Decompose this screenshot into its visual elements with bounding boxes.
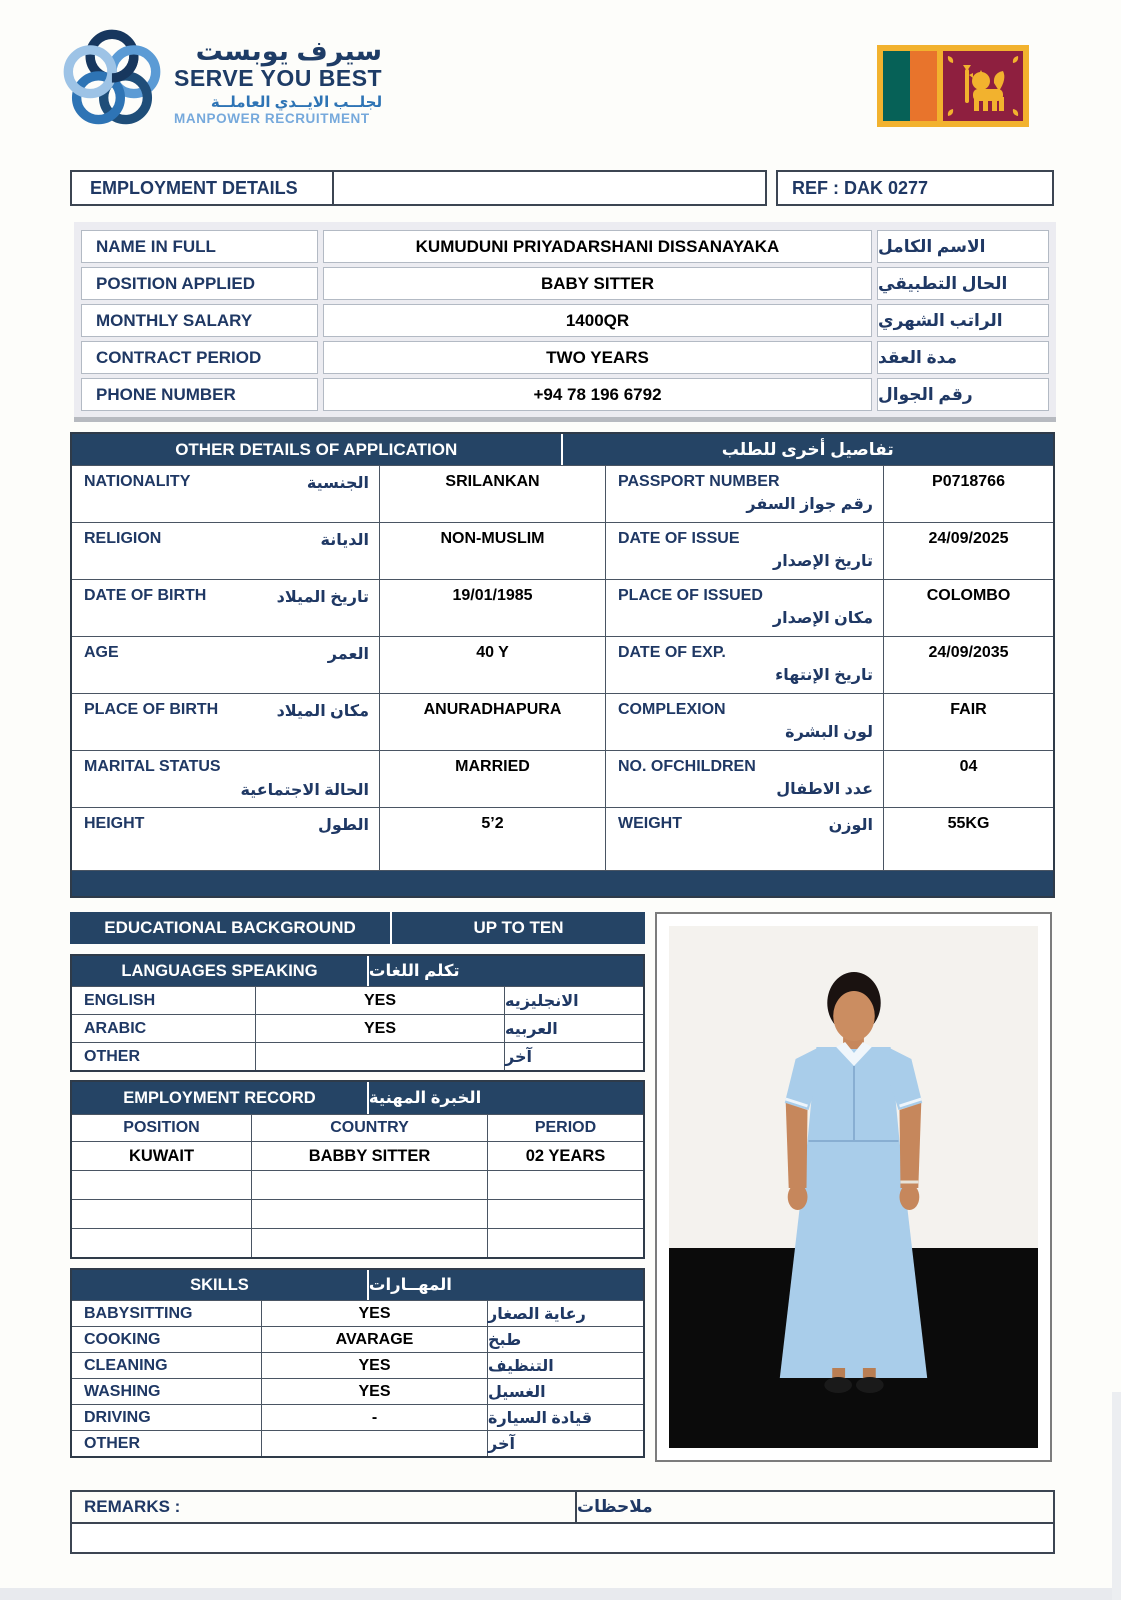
field-label-arabic: الطول bbox=[318, 817, 369, 834]
column-header-row bbox=[72, 1114, 643, 1141]
field-value: YES bbox=[256, 1015, 505, 1042]
field-value: COLOMBO bbox=[926, 587, 1011, 604]
educational-background-bar bbox=[70, 912, 645, 944]
table-row bbox=[72, 465, 1053, 522]
field-label: NO. OFCHILDREN bbox=[618, 758, 756, 775]
cell-period: 02 YEARS bbox=[525, 1146, 606, 1165]
remarks-header-row bbox=[70, 1490, 1055, 1522]
field-label: COMPLEXION bbox=[618, 701, 726, 718]
scan-edge-right bbox=[1112, 1392, 1121, 1600]
field-label: WEIGHT bbox=[618, 815, 682, 832]
field-value: 5’2 bbox=[380, 808, 606, 870]
field-label: DATE OF BIRTH bbox=[84, 587, 207, 604]
field-value: BABY SITTER bbox=[323, 267, 872, 300]
table-row bbox=[72, 1430, 643, 1456]
agency-logo bbox=[60, 22, 410, 140]
field-value: 40 Y bbox=[380, 637, 606, 693]
section-header bbox=[72, 434, 1053, 465]
field-label: DATE OF EXP. bbox=[618, 644, 726, 661]
field-value: NON-MUSLIM bbox=[380, 523, 606, 579]
section-header bbox=[72, 1270, 643, 1300]
field-label: MARITAL STATUS bbox=[84, 758, 221, 775]
cell-country: BABBY SITTER bbox=[252, 1142, 488, 1170]
field-value: YES bbox=[262, 1301, 488, 1326]
field-label-arabic: الانجليزيه bbox=[505, 992, 579, 1010]
section-header bbox=[72, 1082, 643, 1114]
section-footer-band bbox=[72, 870, 1053, 896]
table-row bbox=[81, 267, 1049, 300]
section-title-arabic: الخبرة المهنية bbox=[368, 1089, 482, 1107]
skills-table bbox=[70, 1268, 645, 1458]
field-value: P0718766 bbox=[932, 473, 1005, 490]
cell-country bbox=[252, 1200, 488, 1228]
table-row bbox=[81, 341, 1049, 374]
field-label: PASSPORT NUMBER bbox=[618, 473, 780, 490]
field-label: ENGLISH bbox=[72, 987, 256, 1014]
field-value bbox=[256, 1043, 505, 1070]
field-value: FAIR bbox=[950, 701, 987, 718]
field-label-arabic: آخر bbox=[488, 1435, 515, 1453]
field-label-arabic: لون البشرة bbox=[785, 724, 873, 741]
title-bar bbox=[70, 170, 1054, 206]
field-label-arabic: الراتب الشهري bbox=[877, 304, 1049, 337]
field-value: 24/09/2035 bbox=[928, 644, 1009, 661]
field-label-arabic: تاريخ الميلاد bbox=[276, 589, 369, 606]
field-value bbox=[262, 1431, 488, 1456]
field-label: COOKING bbox=[72, 1327, 262, 1352]
field-label: NAME IN FULL bbox=[81, 230, 318, 263]
field-value: TWO YEARS bbox=[323, 341, 872, 374]
table-row bbox=[72, 1404, 643, 1430]
table-row bbox=[72, 579, 1053, 636]
cell-period bbox=[488, 1200, 643, 1228]
table-row bbox=[72, 1352, 643, 1378]
sri-lanka-flag bbox=[877, 45, 1029, 127]
education-level: UP TO TEN bbox=[473, 918, 564, 937]
logo-english-tagline: MANPOWER RECRUITMENT bbox=[174, 111, 370, 127]
column-header: PERIOD bbox=[534, 1119, 597, 1136]
field-value: 55KG bbox=[947, 815, 990, 832]
field-label: DRIVING bbox=[72, 1405, 262, 1430]
cell-country bbox=[252, 1171, 488, 1199]
field-value: - bbox=[262, 1405, 488, 1430]
page-title: EMPLOYMENT DETAILS bbox=[70, 170, 332, 206]
field-label: WASHING bbox=[72, 1379, 262, 1404]
field-label-arabic: الحالة الاجتماعية bbox=[240, 782, 369, 799]
cell-position bbox=[72, 1229, 252, 1257]
field-label: DATE OF ISSUE bbox=[618, 530, 740, 547]
section-title-arabic: تفاصيل أخرى للطلب bbox=[721, 439, 894, 459]
field-label: PLACE OF BIRTH bbox=[84, 701, 219, 718]
cell-position: KUWAIT bbox=[72, 1142, 252, 1170]
remarks-label: REMARKS : bbox=[72, 1492, 577, 1522]
field-label-arabic: رعاية الصغار bbox=[488, 1305, 586, 1323]
field-value: +94 78 196 6792 bbox=[323, 378, 872, 411]
field-value: MARRIED bbox=[380, 751, 606, 807]
field-label-arabic: تاريخ الإنتهاء bbox=[775, 667, 873, 684]
table-row bbox=[72, 693, 1053, 750]
section-header bbox=[72, 956, 643, 986]
field-label-arabic: تاريخ الإصدار bbox=[772, 553, 873, 570]
logo-knot-icon bbox=[60, 27, 164, 136]
column-header: COUNTRY bbox=[252, 1115, 488, 1141]
section-title: OTHER DETAILS OF APPLICATION bbox=[72, 434, 563, 465]
field-value: ANURADHAPURA bbox=[380, 694, 606, 750]
field-label: MONTHLY SALARY bbox=[81, 304, 318, 337]
field-value: YES bbox=[262, 1379, 488, 1404]
field-label: POSITION APPLIED bbox=[81, 267, 318, 300]
field-label-arabic: آخر bbox=[505, 1048, 532, 1066]
section-title: EMPLOYMENT RECORD bbox=[72, 1082, 369, 1114]
other-details-table bbox=[70, 432, 1055, 898]
field-value: 24/09/2025 bbox=[928, 530, 1009, 547]
field-label-arabic: الجنسية bbox=[306, 475, 369, 492]
table-row bbox=[72, 1378, 643, 1404]
table-row bbox=[72, 1042, 643, 1070]
cell-country bbox=[252, 1229, 488, 1257]
logo-arabic-tagline: لجلــب الايــدي العاملــة bbox=[210, 93, 383, 111]
remarks-section bbox=[70, 1490, 1055, 1554]
field-label-arabic: رقم الجوال bbox=[877, 378, 1049, 411]
field-value: 04 bbox=[959, 758, 978, 775]
field-label: RELIGION bbox=[84, 530, 162, 547]
field-value: 19/01/1985 bbox=[380, 580, 606, 636]
field-value: YES bbox=[256, 987, 505, 1014]
column-header: POSITION bbox=[72, 1115, 252, 1141]
field-label-arabic: الديانة bbox=[320, 532, 369, 549]
field-value: 1400QR bbox=[323, 304, 872, 337]
title-spacer-cell bbox=[332, 170, 767, 206]
table-row bbox=[81, 378, 1049, 411]
cell-period bbox=[488, 1229, 643, 1257]
languages-table bbox=[70, 954, 645, 1072]
field-label-arabic: مكان الإصدار bbox=[772, 610, 873, 627]
field-label: ARABIC bbox=[72, 1015, 256, 1042]
cell-position bbox=[72, 1171, 252, 1199]
field-label-arabic: الاسم الكامل bbox=[877, 230, 1049, 263]
table-row bbox=[72, 807, 1053, 870]
field-label: OTHER bbox=[72, 1043, 256, 1070]
scan-edge-bottom bbox=[0, 1588, 1121, 1600]
field-label-arabic: مدة العقد bbox=[877, 341, 1049, 374]
field-value: KUMUDUNI PRIYADARSHANI DISSANAYAKA bbox=[323, 230, 872, 263]
field-label-arabic: الحال التطبيقي bbox=[877, 267, 1049, 300]
field-label-arabic: العربيه bbox=[505, 1020, 558, 1038]
field-label-arabic: الوزن bbox=[828, 817, 873, 834]
logo-english-name: SERVE YOU BEST bbox=[174, 64, 383, 91]
field-label-arabic: عدد الاطفال bbox=[776, 781, 873, 798]
table-row bbox=[72, 1300, 643, 1326]
table-row bbox=[72, 1228, 643, 1257]
table-row bbox=[81, 230, 1049, 263]
table-row bbox=[72, 1141, 643, 1170]
field-label-arabic: مكان الميلاد bbox=[276, 703, 369, 720]
candidate-photo bbox=[655, 912, 1052, 1462]
section-title: SKILLS bbox=[72, 1270, 369, 1300]
employment-record-table bbox=[70, 1080, 645, 1259]
section-title-arabic: المهــارات bbox=[368, 1276, 452, 1294]
remarks-empty-field bbox=[70, 1522, 1055, 1554]
cell-period bbox=[488, 1171, 643, 1199]
field-label: HEIGHT bbox=[84, 815, 145, 832]
table-row bbox=[72, 522, 1053, 579]
field-label-arabic: الغسيل bbox=[488, 1383, 546, 1401]
field-label-arabic: التنظيف bbox=[488, 1357, 554, 1375]
field-label: CLEANING bbox=[72, 1353, 262, 1378]
table-row bbox=[72, 750, 1053, 807]
table-row bbox=[72, 986, 643, 1014]
section-title: EDUCATIONAL BACKGROUND bbox=[70, 912, 392, 944]
reference-number: REF : DAK 0277 bbox=[776, 170, 1054, 206]
field-label: OTHER bbox=[72, 1431, 262, 1456]
field-value: SRILANKAN bbox=[380, 466, 606, 522]
table-row bbox=[81, 304, 1049, 337]
table-row bbox=[72, 1014, 643, 1042]
field-label-arabic: العمر bbox=[327, 646, 369, 663]
employment-details-table bbox=[74, 222, 1056, 422]
field-label: BABYSITTING bbox=[72, 1301, 262, 1326]
field-label: CONTRACT PERIOD bbox=[81, 341, 318, 374]
field-label: PLACE OF ISSUED bbox=[618, 587, 763, 604]
field-label: AGE bbox=[84, 644, 119, 661]
field-value: AVARAGE bbox=[262, 1327, 488, 1352]
field-label: NATIONALITY bbox=[84, 473, 191, 490]
field-value: YES bbox=[262, 1353, 488, 1378]
field-label: PHONE NUMBER bbox=[81, 378, 318, 411]
field-label-arabic: طبخ bbox=[488, 1331, 522, 1349]
section-title: LANGUAGES SPEAKING bbox=[72, 956, 369, 986]
field-label-arabic: قيادة السيارة bbox=[488, 1409, 593, 1427]
remarks-label-arabic: ملاحظات bbox=[577, 1497, 653, 1516]
table-row bbox=[72, 636, 1053, 693]
cell-position bbox=[72, 1200, 252, 1228]
field-label-arabic: رقم جواز السفر bbox=[746, 496, 873, 513]
table-row bbox=[72, 1199, 643, 1228]
table-row bbox=[72, 1326, 643, 1352]
table-row bbox=[72, 1170, 643, 1199]
section-title-arabic: تكلم اللغات bbox=[368, 962, 460, 980]
logo-arabic-name: سيرف يوبست bbox=[195, 35, 383, 66]
